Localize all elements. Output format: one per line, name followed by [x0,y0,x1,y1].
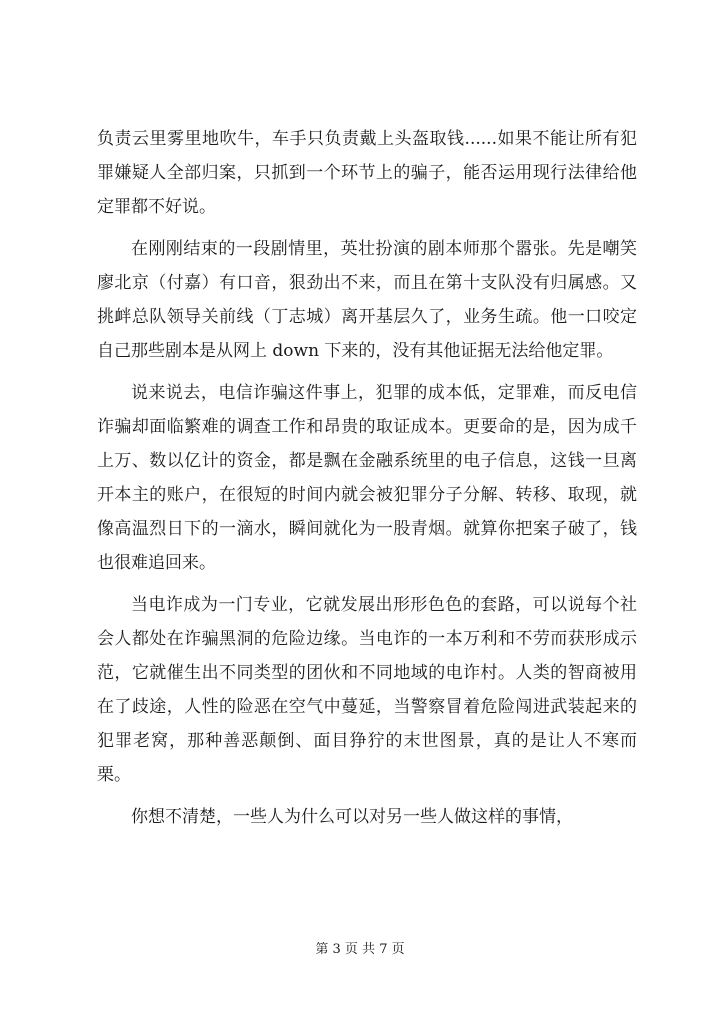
paragraph-2: 在刚刚结束的一段剧情里，英壮扮演的剧本师那个嚣张。先是嘲笑廖北京（付嘉）有口音，狠劲出不来，而且在第十支队没有归属感。又挑衅总队领导关前线（丁志城）离开基层久了，业务生疏。他一口咬定自己那些剧本是从网上 down 下来的，没有其他证据无法给他定罪。 [97,239,637,361]
paragraph-4: 当电诈成为一门专业，它就发展出形形色色的套路，可以说每个社会人都处在诈骗黑洞的危险边缘。当电诈的一本万利和不劳而获形成示范，它就催生出不同类型的团伙和不同地域的电诈村。人类的智商被用在了歧途，人性的险恶在空气中蔓延，当警察冒着危险闯进武装起来的犯罪老窝，那种善恶颠倒、面目狰狞的末世图景，真的是让人不寒而栗。 [97,595,637,785]
paragraph-3: 说来说去，电信诈骗这件事上，犯罪的成本低，定罪难，而反电信诈骗却面临繁难的调查工作和昂贵的取证成本。更要命的是，因为成千上万、数以亿计的资金，都是飘在金融系统里的电子信息，这钱一旦离开本主的账户，在很短的时间内就会被犯罪分子分解、转移、取现，就像高温烈日下的一滴水，瞬间就化为一股青烟。就算你把案子破了，钱也很难追回来。 [97,383,637,573]
page-footer: 第 3 页 共 7 页 [315,942,405,957]
paragraph-1: 负责云里雾里地吹牛，车手只负责戴上头盔取钱......如果不能让所有犯罪嫌疑人全部归案，只抓到一个环节上的骗子，能否运用现行法律给他定罪都不好说。 [97,129,637,217]
paragraph-5: 你想不清楚，一些人为什么可以对另一些人做这样的事情， [131,807,573,827]
body-text [97,122,637,834]
